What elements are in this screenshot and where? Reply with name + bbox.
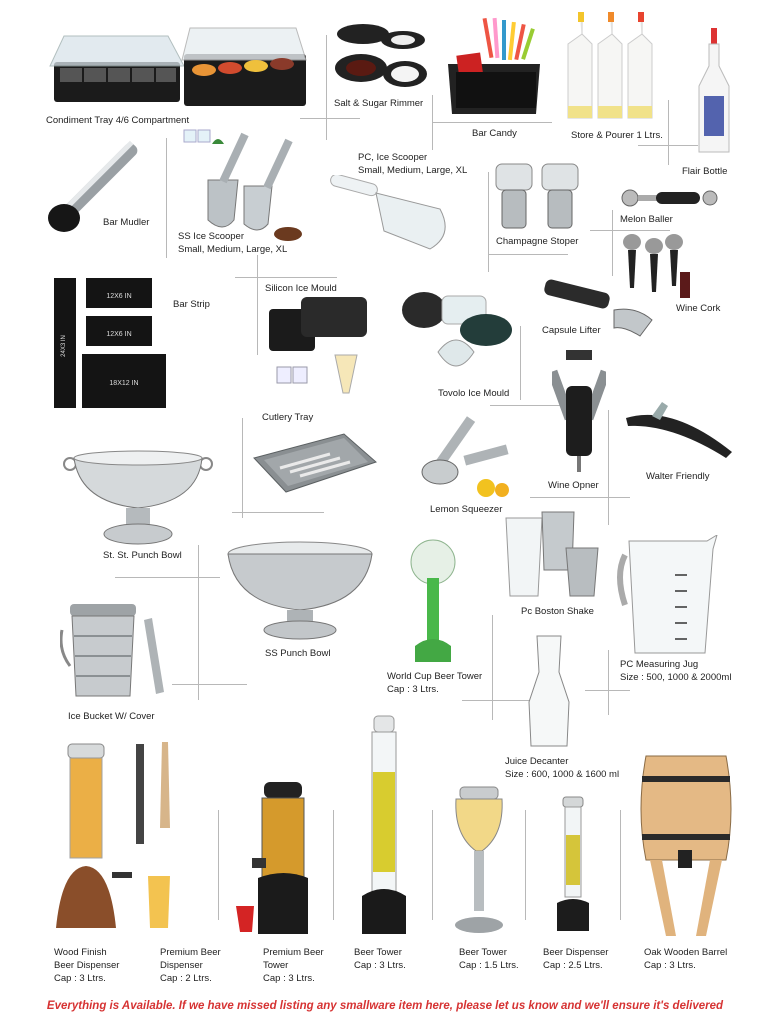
pc-ice-scooper-image (330, 175, 455, 253)
divider (333, 810, 334, 920)
item-label-lemon-squeezer: Lemon Squeezer (430, 504, 503, 515)
item-label-condiment-tray: Condiment Tray 4/6 Compartment (46, 115, 190, 126)
divider (608, 410, 609, 525)
melon-baller-image (620, 186, 720, 210)
divider (218, 810, 219, 920)
divider (612, 210, 613, 276)
item-label-melon-baller: Melon Baller (620, 214, 673, 225)
bar-strip-image (50, 274, 170, 412)
divider (638, 145, 698, 146)
mat-label: 18X12 IN (109, 380, 139, 387)
measuring-jug-image (615, 535, 725, 657)
divider (608, 650, 609, 715)
tovolo-ice-mould-image (398, 288, 516, 383)
item-label-flair-bottle: Flair Bottle (682, 166, 728, 177)
oak-barrel-image (636, 750, 736, 942)
footer-notice: Everything is Available. If we have missed listing any smallware item here, please let us know and we'll ensure it's delivered (46, 1000, 724, 1012)
divider (300, 118, 360, 119)
juice-decanter-image (525, 632, 573, 752)
item-label-wood-dispenser: Wood Finish Beer Dispenser Cap : 3 Ltrs. (54, 947, 120, 984)
wood-dispenser-image (52, 738, 188, 934)
divider (530, 497, 630, 498)
ss-ice-scooper-image (178, 124, 308, 244)
divider (490, 405, 560, 406)
divider (242, 418, 243, 518)
ss-punch-bowl-image (225, 540, 375, 642)
beer-dispenser-25-image (553, 795, 593, 935)
beer-tower-3-image (356, 712, 412, 938)
cutlery-tray-image (250, 428, 380, 502)
divider (432, 810, 433, 920)
divider (488, 172, 489, 272)
item-label-world-cup-tower: World Cup Beer Tower Cap : 3 Ltrs. (387, 671, 483, 695)
item-label-bar-mudler: Bar Mudler (103, 217, 150, 228)
champagne-stoper-image (490, 160, 588, 232)
item-label-wine-cork: Wine Cork (676, 303, 721, 314)
item-label-beer-dispenser-25: Beer Dispenser Cap : 2.5 Ltrs. (543, 947, 609, 971)
mat-label: 24X3 IN (61, 335, 67, 357)
item-label-salt-rimmer: Salt & Sugar Rimmer (334, 98, 424, 109)
item-label-tovolo-ice-mould: Tovolo Ice Mould (438, 388, 510, 399)
mat-label: 12X6 IN (106, 331, 132, 338)
divider (585, 690, 630, 691)
walter-friendly-image (622, 398, 737, 460)
item-label-capsule-lifter: Capsule Lifter (542, 325, 601, 336)
item-label-premium-dispenser: Premium Beer Dispenser Cap : 2 Ltrs. (160, 947, 221, 984)
premium-tower-image (234, 778, 312, 938)
item-label-juice-decanter: Juice Decanter Size : 600, 1000 & 1600 ml (505, 756, 620, 780)
bar-candy-image (440, 14, 550, 122)
item-label-boston-shake: Pc Boston Shake (521, 606, 594, 617)
item-label-walter-friendly: Walter Friendly (646, 471, 710, 482)
item-label-beer-tower-3: Beer Tower Cap : 3 Ltrs. (354, 947, 406, 971)
wine-opner-image (552, 346, 606, 476)
item-label-wine-opner: Wine Opner (548, 480, 599, 491)
divider (590, 230, 670, 231)
world-cup-tower-image (405, 538, 460, 666)
item-label-pc-ice-scooper: PC, Ice Scooper Small, Medium, Large, XL (358, 152, 468, 176)
divider (172, 684, 247, 685)
divider (520, 326, 521, 400)
item-label-cutlery-tray: Cutlery Tray (262, 412, 314, 423)
salt-rimmer-image (333, 20, 428, 95)
boston-shake-image (502, 508, 602, 600)
divider (492, 615, 493, 720)
item-label-champagne-stoper: Champagne Stoper (496, 236, 579, 247)
divider (235, 277, 337, 278)
divider (488, 254, 568, 255)
item-label-bar-candy: Bar Candy (472, 128, 517, 139)
beer-tower-15-image (450, 785, 508, 937)
silicon-ice-mould-image (265, 295, 375, 395)
mat-label: 12X6 IN (106, 293, 132, 300)
divider (257, 255, 258, 355)
store-pourer-image (560, 10, 660, 125)
item-label-bar-strip: Bar Strip (173, 299, 210, 310)
item-label-punch-bowl: St. St. Punch Bowl (103, 550, 182, 561)
item-label-measuring-jug: PC Measuring Jug Size : 500, 1000 & 2000ml (620, 659, 732, 683)
lemon-squeezer-image (420, 410, 512, 500)
item-label-ss-punch-bowl: SS Punch Bowl (265, 648, 331, 659)
divider (525, 810, 526, 920)
item-label-oak-barrel: Oak Wooden Barrel Cap : 3 Ltrs. (644, 947, 728, 971)
item-label-beer-tower-15: Beer Tower Cap : 1.5 Ltrs. (459, 947, 519, 971)
ice-bucket-image (60, 600, 172, 705)
divider (115, 577, 220, 578)
divider (166, 138, 167, 258)
item-label-ice-bucket: Ice Bucket W/ Cover (68, 711, 155, 722)
item-label-store-pourer: Store & Pourer 1 Ltrs. (571, 130, 663, 141)
divider (432, 122, 552, 123)
divider (198, 545, 199, 700)
item-label-premium-tower: Premium Beer Tower Cap : 3 Ltrs. (263, 947, 324, 984)
item-label-silicon-ice-mould: Silicon Ice Mould (265, 283, 337, 294)
punch-bowl-image (62, 448, 214, 548)
flair-bottle-image (695, 26, 733, 156)
divider (668, 100, 669, 165)
divider (620, 810, 621, 920)
divider (326, 35, 327, 140)
item-label-ss-ice-scooper: SS Ice Scooper Small, Medium, Large, XL (178, 231, 288, 255)
condiment-tray-image (44, 22, 309, 114)
divider (232, 512, 324, 513)
